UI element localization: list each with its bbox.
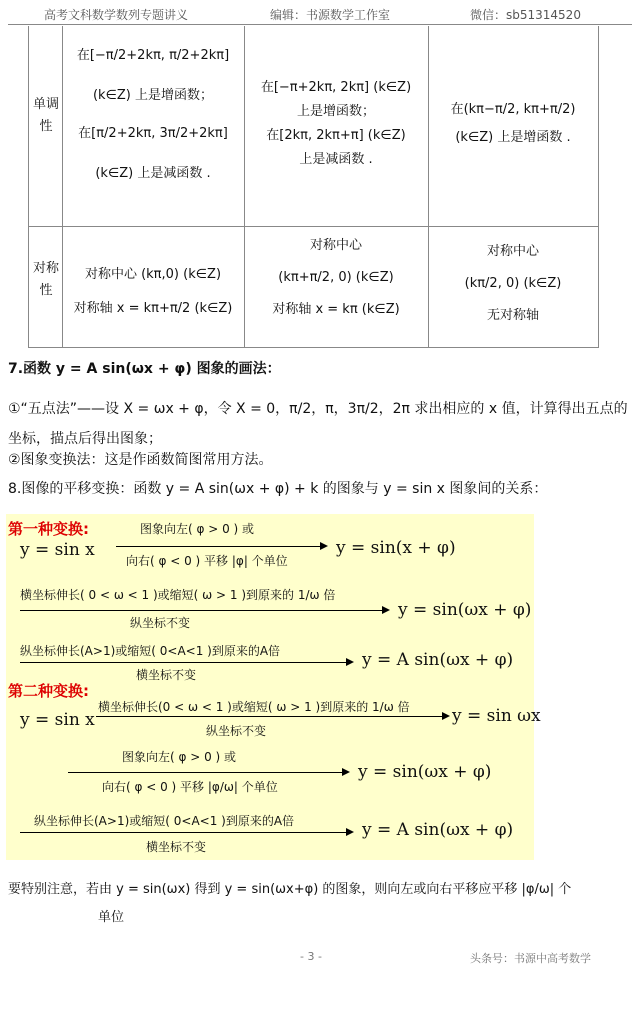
note-line2: 单位 [98,910,125,925]
a1-top: 图象向左( φ > 0 ) 或 [140,522,255,536]
b3-top: 纵坐标伸长(A>1)或缩短( 0<A<1 )到原来的A倍 [34,814,295,828]
row2-label: 对称性 [32,261,59,298]
m1-start: y = sin x [20,540,95,560]
transform-box [6,514,541,860]
header-rule [8,24,632,25]
page-number: - 3 - [300,950,322,963]
s1: y = sin ωx [452,706,541,726]
method1-label: 第一种变换: [8,520,89,538]
section7-title: 7.函数 y = A sin(ωx + φ) 图象的画法： [8,361,281,377]
arrow-2 [20,610,388,611]
a3-top: 纵坐标伸长(A>1)或缩短( 0<A<1 )到原来的A倍 [20,644,281,658]
arrow-6 [20,832,352,833]
arrow-1 [116,546,326,547]
a1-bot: 向右( φ < 0 ) 平移 |φ| 个单位 [126,554,288,568]
note-line1: 要特别注意，若由 y = sin(ωx) 得到 y = sin(ωx+φ) 的图象，则向左或向右平移应平移 |φ/ω| 个 [8,882,572,897]
row1-col3: 在(kπ−π/2, kπ+π/2) (k∈Z) 上是增函数 . [450,102,576,145]
r3: y = A sin(ωx + φ) [362,650,514,670]
row1-label: 单调性 [32,97,59,134]
row2-col2: 对称中心 (kπ+π/2, 0) (k∈Z) 对称轴 x = kπ (k∈Z) [272,238,400,317]
page-header [0,4,640,22]
b2-top: 图象向左( φ > 0 ) 或 [122,750,237,764]
arrow-4 [96,716,448,717]
row1-col1: 在[−π/2+2kπ, π/2+2kπ] (k∈Z) 上是增函数； 在[π/2+2kπ, 3π/2+2kπ] (k∈Z) 上是减函数 . [76,48,230,181]
header-right: 微信：sb51314520 [470,8,581,22]
b1-top: 横坐标伸长(0 < ω < 1 )或缩短( ω > 1 )到原来的 1/ω 倍 [98,700,410,714]
a2-top: 横坐标伸长( 0 < ω < 1 )或缩短( ω > 1 )到原来的 1/ω 倍 [20,588,336,602]
row1-col2: 在[−π+2kπ, 2kπ] (k∈Z) 上是增函数； 在[2kπ, 2kπ+π] (k∈Z) 上是减函数 . [260,80,412,167]
section8-title: 8.图像的平移变换：函数 y = A sin(ωx + φ) + k 的图象与 y = sin x 图象间的关系： [8,481,548,497]
b2-bot: 向右( φ < 0 ) 平移 |φ/ω| 个单位 [102,780,278,794]
a2-bot: 纵坐标不变 [130,616,191,630]
b3-bot: 横坐标不变 [146,840,207,854]
section7-p1: ①“五点法”——设 X = ωx + φ，令 X = 0，π/2，π，3π/2，2π 求出相应的 x 值，计算得出五点的 [8,401,628,417]
header-left: 高考文科数学数列专题讲义 [44,8,189,22]
row2-col1: 对称中心 (kπ,0) (k∈Z) 对称轴 x = kπ+π/2 (k∈Z) [73,267,233,316]
r1: y = sin(x + φ) [336,538,456,558]
m2-start: y = sin x [20,710,95,730]
s2: y = sin(ωx + φ) [358,762,492,782]
section7-p2: 坐标，描点后得出图象； [8,431,162,447]
header-center: 编辑：书源数学工作室 [270,8,391,22]
arrow-5 [68,772,348,773]
r2: y = sin(ωx + φ) [398,600,532,620]
arrow-3 [20,662,352,663]
b1-bot: 纵坐标不变 [206,724,267,738]
footer-source: 头条号：书源中高考数学 [470,952,591,965]
row2-col3: 对称中心 (kπ/2, 0) (k∈Z) 无对称轴 [464,244,562,323]
method2-label: 第二种变换: [8,682,89,700]
a3-bot: 横坐标不变 [136,668,197,682]
s3: y = A sin(ωx + φ) [362,820,514,840]
section7-p3: ②图象变换法：这是作函数简图常用方法。 [8,452,273,468]
